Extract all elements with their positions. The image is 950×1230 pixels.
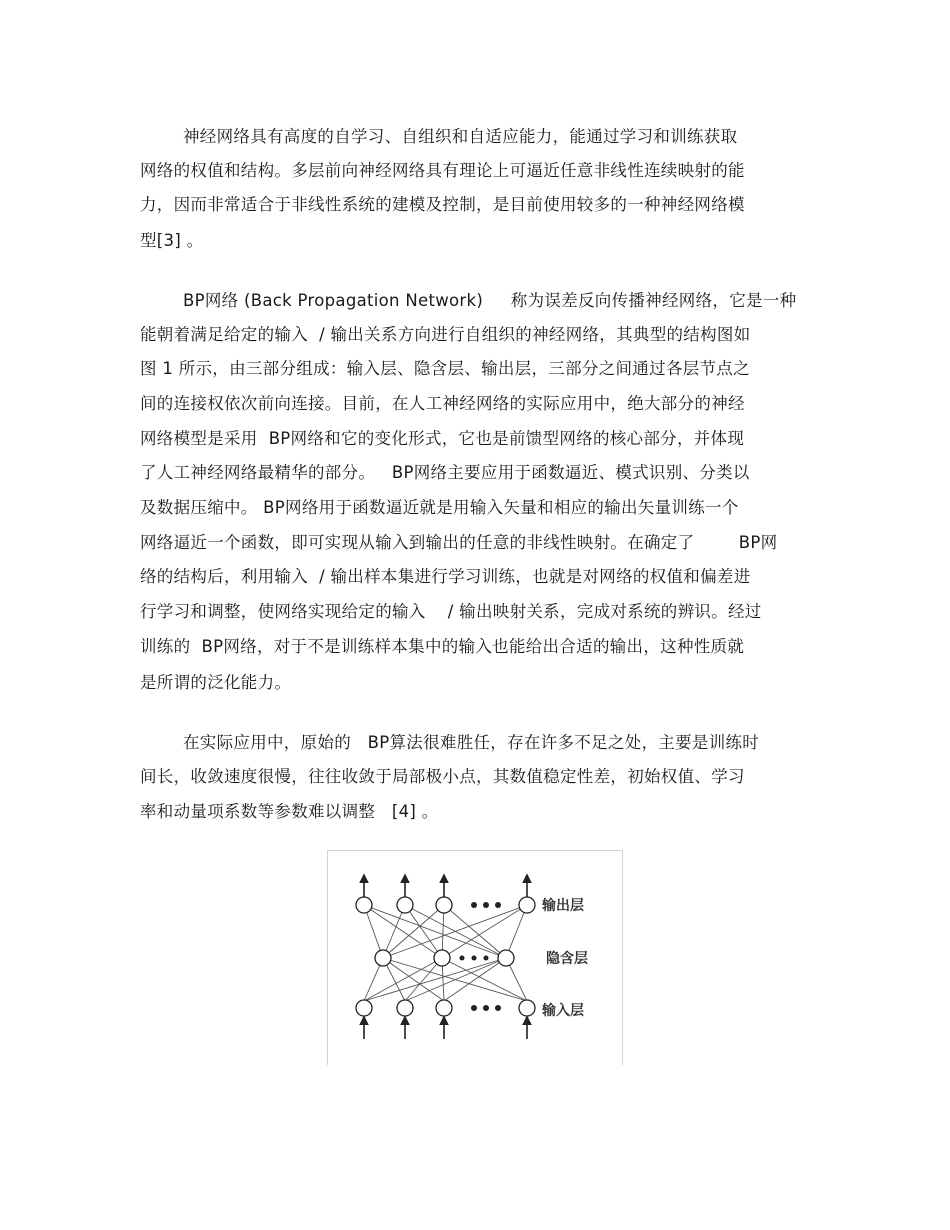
paragraph-2-line-2: 能朝着满足给定的输入 / 输出关系方向进行自组织的神经网络，其典型的结构图如 (140, 325, 751, 344)
input-layer-label: 输入层 (542, 1003, 584, 1019)
output-layer-label: 输出层 (542, 898, 584, 914)
paragraph-1-line-1: 神经网络具有高度的自学习、自组织和自适应能力，能通过学习和训练获取 (183, 127, 738, 146)
bp-network-figure (327, 850, 623, 1065)
paragraph-2-line-7: 及数据压缩中。 BP网络用于函数逼近就是用输入矢量和相应的输出矢量训练一个 (140, 498, 739, 517)
paragraph-2-line-5: 网络模型是采用 BP网络和它的变化形式，它也是前馈型网络的核心部分，并体现 (140, 429, 745, 448)
paragraph-2-line-12: 是所谓的泛化能力。 (140, 673, 292, 692)
input-layer-nodes (356, 1000, 535, 1016)
paragraph-3-line-2: 间长，收敛速度很慢，往往收敛于局部极小点，其数值稳定性差，初始权值、学习 (140, 767, 745, 786)
paragraph-2-line-3: 图 1 所示，由三部分组成：输入层、隐含层、输出层，三部分之间通过各层节点之 (140, 359, 750, 378)
output-arrows (364, 875, 527, 897)
paragraph-1-line-3: 力，因而非常适合于非线性系统的建模及控制，是目前使用较多的一种神经网络模 (140, 195, 745, 214)
ellipsis-dots (460, 902, 502, 1011)
input-arrows (364, 1017, 527, 1039)
paragraph-3-line-1: 在实际应用中，原始的 BP算法很难胜任，存在许多不足之处，主要是训练时 (183, 733, 760, 752)
paragraph-1-line-4: 型[3] 。 (140, 231, 204, 250)
paragraph-2-line-4: 间的连接权依次前向连接。目前，在人工神经网络的实际应用中，绝大部分的神经 (140, 394, 745, 413)
paragraph-2-line-11: 训练的 BP网络，对于不是训练样本集中的输入也能给出合适的输出，这种性质就 (140, 637, 745, 656)
paragraph-2-line-1: BP网络 (Back Propagation Network) 称为误差反向传播神经网络，它是一种 (183, 291, 797, 310)
paragraph-2-line-6: 了人工神经网络最精华的部分。 BP网络主要应用于函数逼近、模式识别、分类以 (140, 463, 750, 482)
bp-network-diagram (328, 851, 622, 1065)
paragraph-3-line-3: 率和动量项系数等参数难以调整 [4] 。 (140, 802, 439, 821)
paragraph-2-line-10: 行学习和调整，使网络实现给定的输入 / 输出映射关系，完成对系统的辨识。经过 (140, 602, 762, 621)
output-layer-nodes (356, 897, 535, 913)
paragraph-2-line-9: 络的结构后，利用输入 / 输出样本集进行学习训练，也就是对网络的权值和偏差进 (140, 567, 751, 586)
paragraph-1-line-2: 网络的权值和结构。多层前向神经网络具有理论上可逼近任意非线性连续映射的能 (140, 161, 745, 180)
hidden-layer-label: 隐含层 (546, 951, 588, 967)
paragraph-2-line-8: 网络逼近一个函数，即可实现从输入到输出的任意的非线性映射。在确定了 BP网 (140, 533, 778, 552)
